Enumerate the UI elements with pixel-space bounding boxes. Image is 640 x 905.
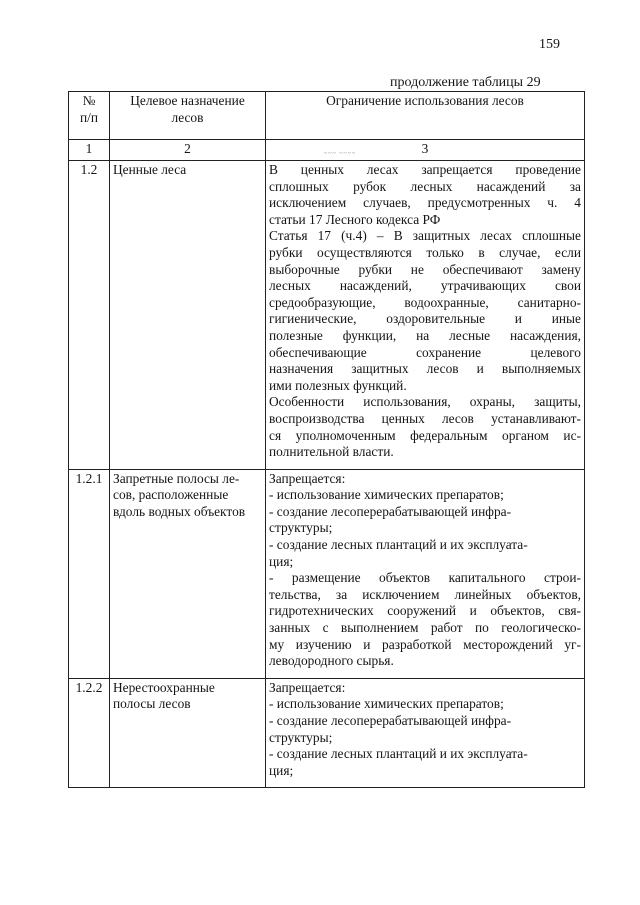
row-purpose: [110, 678, 266, 788]
restriction-line: Запрещается:: [269, 679, 346, 695]
restriction-line: Запрещается:: [269, 470, 346, 486]
table-header-row: [69, 92, 585, 140]
row-code: 1.2.2: [69, 678, 110, 788]
restriction-line: структуры;: [269, 520, 333, 536]
restriction-line: выборочные рубки не обеспечивают замену: [269, 261, 581, 277]
restriction-line: средообразующие, водоохранные, санитарно-: [269, 294, 581, 310]
header-line: лесов: [171, 109, 204, 125]
restriction-line: ими полезных функций.: [269, 377, 407, 393]
restriction-line: - создание лесных плантаций и их эксплуата-: [269, 746, 528, 762]
column-number: 3: [421, 141, 429, 156]
restriction-line: исключением случаев, предусмотренных ч. 4: [269, 195, 581, 211]
restriction-line: - создание лесных плантаций и их эксплуата-: [269, 537, 528, 553]
column-number-row: [69, 140, 585, 161]
restriction-line: лесных насаждений, утрачивающих свои: [269, 278, 581, 294]
purpose-line: Нерестоохранные: [113, 679, 215, 695]
row-restriction: [266, 469, 585, 678]
restriction-line: Статья 17 (ч.4) – В защитных лесах сплошные: [269, 228, 581, 244]
page-number: 159: [539, 37, 560, 52]
purpose-line: вдоль водных объектов: [113, 503, 246, 519]
header-line: Целевое назначение: [130, 93, 245, 108]
purpose-line: Запретные полосы ле-: [113, 470, 240, 486]
table-row: [69, 469, 585, 678]
restriction-line: воспроизводства ценных лесов устанавливают-: [269, 410, 581, 426]
header-line: №: [82, 93, 96, 108]
restriction-line: - использование химических препаратов;: [269, 696, 504, 712]
header-line: Ограничение использования лесов: [326, 93, 524, 108]
restriction-line: статьи 17 Лесного кодекса РФ: [269, 211, 441, 227]
row-restriction: [266, 161, 585, 470]
forest-use-restrictions-table: [68, 91, 585, 788]
restriction-line: полезные функции, на лесные насаждения,: [269, 327, 581, 343]
restriction-line: - использование химических препаратов;: [269, 487, 504, 503]
restriction-line: обеспечивающие сохранение целевого: [269, 344, 581, 360]
restriction-line: В ценных лесах запрещается проведение: [269, 162, 581, 177]
row-restriction: [266, 678, 585, 788]
column-number: 1: [69, 140, 110, 161]
table-row: [69, 678, 585, 788]
header-number: [69, 92, 110, 140]
column-number-cell: [266, 140, 585, 161]
restriction-line: структуры;: [269, 729, 333, 745]
purpose-line: полосы лесов: [113, 696, 191, 712]
row-purpose: [110, 161, 266, 470]
row-code: 1.2.1: [69, 469, 110, 678]
table-row: [69, 161, 585, 470]
restriction-line: гигиенические, оздоровительные и иные: [269, 311, 581, 327]
restriction-line: тельства, за исключением линейных объектов,: [269, 586, 581, 602]
restriction-line: - размещение объектов капитального строи-: [269, 570, 581, 586]
restriction-line: ся уполномоченным федеральным органом ис-: [269, 427, 581, 443]
column-number: 2: [110, 140, 266, 161]
table-continuation-caption: продолжение таблицы 29: [390, 75, 541, 90]
row-code: 1.2: [69, 161, 110, 470]
restriction-line: сплошных рубок лесных насаждений за: [269, 178, 581, 194]
restriction-line: назначения защитных лесов и выполняемых: [269, 361, 581, 377]
purpose-line: Ценные леса: [113, 162, 187, 177]
restriction-line: - создание лесоперерабатывающей инфра-: [269, 503, 512, 519]
restriction-line: му изучению и разработкой месторождений уг-: [269, 636, 581, 652]
restriction-line: - создание лесоперерабатывающей инфра-: [269, 713, 512, 728]
restriction-line: гидротехнических сооружений и объектов, свя-: [269, 603, 581, 619]
row-purpose: [110, 469, 266, 678]
header-purpose: [110, 92, 266, 140]
restriction-line: занных с выполнением работ по геологическо-: [269, 620, 581, 636]
header-line: п/п: [79, 109, 99, 125]
scan-artifact: ~~~ ~~~~: [324, 151, 357, 157]
purpose-line: сов, расположенные: [113, 487, 229, 503]
restriction-line: ция;: [269, 553, 294, 569]
restriction-line: полнительной власти.: [269, 444, 394, 460]
header-restriction: [266, 92, 585, 140]
restriction-line: ция;: [269, 762, 294, 778]
restriction-line: леводородного сырья.: [269, 653, 394, 669]
restriction-line: рубки осуществляются только в случае, если: [269, 244, 581, 260]
restriction-line: Особенности использования, охраны, защиты,: [269, 394, 581, 410]
